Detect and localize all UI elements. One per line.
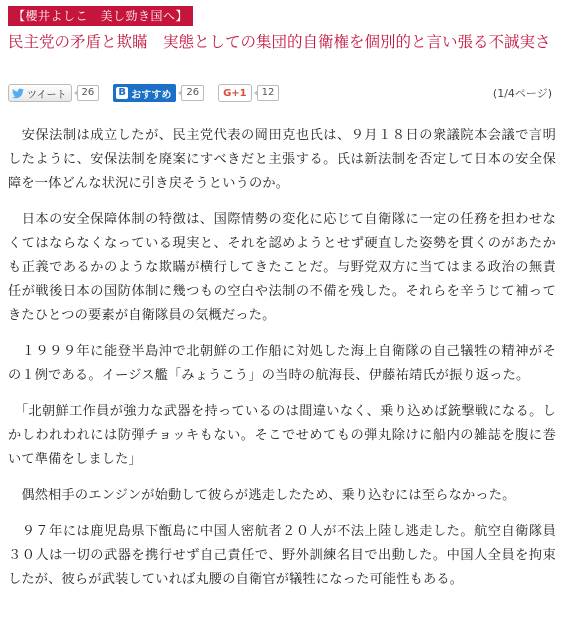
hatena-label: おすすめ <box>131 89 172 101</box>
paragraph: ９７年には鹿児島県下甑島に中国人密航者２０人が不法上陸し逃走した。航空自衛隊員３０人は一切の武器を携行せず自己責任で、野外訓練名目で出動した。中国人全員を拘束したが、彼らが武装していれば丸腰の自衛官が犠牲になった可能性もある。 <box>8 524 556 587</box>
hatena-count: 26 <box>181 85 204 101</box>
gplus-count: 12 <box>257 85 280 101</box>
twitter-bird-icon <box>12 87 24 99</box>
paragraph: 「北朝鮮工作員が強力な武器を持っているのは間違いなく、乗り込めば銃撃戦になる。しかしわれわれには防弾チョッキもない。そこでせめてもの弾丸除けに船内の雑誌を腹に巻いて準備をしました」 <box>8 404 556 467</box>
tweet-label: ツイート <box>27 89 67 101</box>
tweet-count: 26 <box>77 85 100 101</box>
hatena-b-icon: B <box>116 87 128 99</box>
google-plus-button[interactable] <box>218 84 252 102</box>
paragraph: １９９９年に能登半島沖で北朝鮮の工作船に対処した海上自衛隊の自己犠牲の精神がその１例である。イージス艦「みょうこう」の当時の航海長、伊藤祐靖氏が振り返った。 <box>8 344 556 383</box>
hatena-bookmark-button[interactable] <box>113 84 176 102</box>
paragraph: 安保法制は成立したが、民主党代表の岡田克也氏は、９月１８日の衆議院本会議で言明したように、安保法制を廃案にすべきだと主張する。氏は新法制を否定して日本の安全保障を一体どんな状況に引き戻そうというのか。 <box>8 128 556 191</box>
series-tag[interactable]: 【櫻井よしこ 美し勁き国へ】 <box>8 6 193 26</box>
article-body <box>8 124 556 604</box>
article-headline: 民主党の矛盾と欺瞞 実態としての集団的自衛権を個別的と言い張る不誠実さ <box>8 33 551 51</box>
tweet-button[interactable] <box>8 84 72 102</box>
paragraph: 偶然相手のエンジンが始動して彼らが逃走したため、乗り込むには至らなかった。 <box>8 488 516 503</box>
google-plus-icon: G+1 <box>223 87 247 99</box>
page-indicator: (1/4ページ) <box>492 87 552 100</box>
paragraph: 日本の安全保障体制の特徴は、国際情勢の変化に応じて自衛隊に一定の任務を担わせなくてはならなくなっている現実と、それを認めようとせず硬直した姿勢を貫くのがあたかも正義であるかのような欺瞞が横行してきたことだ。与野党双方に当てはまる政治の無責任が戦後日本の国防体制に幾つもの空白や法制の不備を残した。それらを辛うじて補ってきたひとつの要素が自衛隊員の気概だった。 <box>8 212 556 323</box>
share-bar <box>8 83 279 103</box>
